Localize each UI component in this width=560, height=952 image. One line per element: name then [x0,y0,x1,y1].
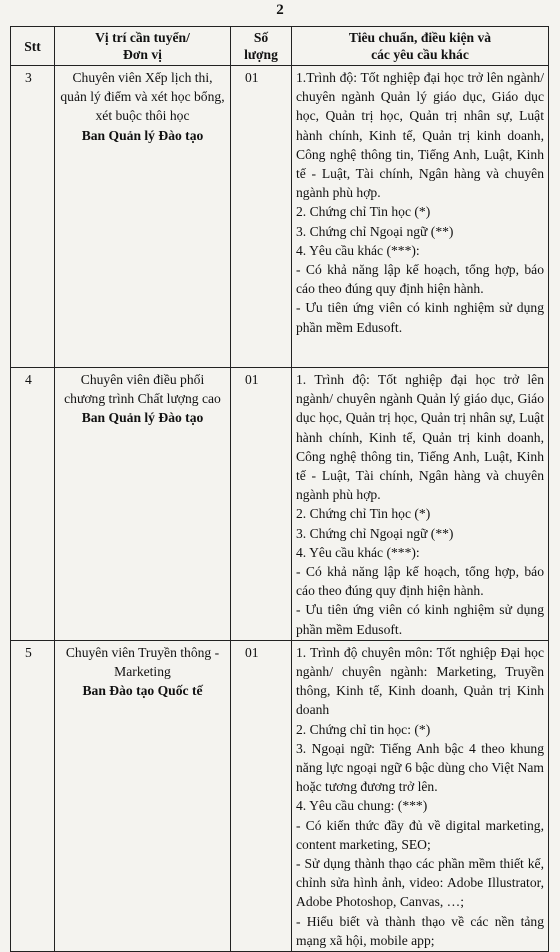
requirement-line: 2. Chứng chỉ tin học: (*) [296,721,431,737]
row-position [55,368,231,641]
row-requirements [292,640,549,951]
row-quantity: 01 [231,66,292,368]
header-requirements: Tiêu chuẩn, điều kiện và các yêu cầu khác [292,27,549,66]
requirement-line: 1.Trình độ: Tốt nghiệp đại học trở lên ngành/ chuyên ngành Quản lý giáo dục, Giáo dục học, Quản trị học, Quản trị nhân sự, Luật hành chính, Kinh tế, Quản trị kinh doanh, Công nghệ thông tin, Tiếng Anh, Luật, Kinh tế - Luật, Tài chính, Ngân hàng và chuyên ngành phù hợp. [296,70,544,201]
position-title: Chuyên viên Xếp lịch thi, quản lý điểm và xét học bổng, xét buộc thôi học [60,70,225,124]
table-header-row [11,27,549,66]
header-stt: Stt [11,27,55,66]
row-position [55,640,231,951]
table-row [11,66,549,368]
requirement-line: - Có khả năng lập kế hoạch, tổng hợp, báo cáo theo đúng quy định hiện hành. [296,564,544,599]
row-requirements [292,368,549,641]
requirement-line: 4. Yêu cầu khác (***): [296,544,420,560]
row-position [55,66,231,368]
requirement-line: 3. Chứng chỉ Ngoại ngữ (**) [296,525,454,541]
recruitment-table [10,26,549,952]
position-title: Chuyên viên điều phối chương trình Chất lượng cao [64,372,221,407]
requirement-line: - Hiểu biết và thành thạo về các nền tảng mạng xã hội, mobile app; [296,913,544,948]
requirement-line: - Ưu tiên ứng viên có kinh nghiệm sử dụng phần mềm Edusoft. [296,300,544,335]
position-unit: Ban Quản lý Đào tạo [81,127,204,143]
requirement-line: - Có khả năng lập kế hoạch, tổng hợp, báo cáo theo đúng quy định hiện hành. [296,262,544,297]
requirement-line: 3. Ngoại ngữ: Tiếng Anh bậc 4 theo khung năng lực ngoại ngữ 6 bậc dùng cho Việt Nam hoặc tương đương trở lên. [296,740,544,795]
requirement-line: 4. Yêu cầu chung: (***) [296,798,428,814]
requirement-line: - Ưu tiên ứng viên có kinh nghiệm sử dụng phần mềm Edusoft. [296,602,544,637]
requirement-line: 2. Chứng chỉ Tin học (*) [296,506,431,522]
row-stt: 5 [11,640,55,951]
row-stt: 3 [11,66,55,368]
position-unit: Ban Quản lý Đào tạo [81,410,204,426]
requirement-line: 1. Trình độ chuyên môn: Tốt nghiệp Đại học ngành/ chuyên ngành: Marketing, Truyền thông, Kinh tế, Kinh doanh, Quản trị Kinh doanh [296,644,544,718]
requirement-line: 4. Yêu cầu khác (***): [296,242,420,258]
requirement-line: 2. Chứng chỉ Tin học (*) [296,204,431,220]
header-position: Vị trí cần tuyển/ Đơn vị [55,27,231,66]
requirement-line: - Sử dụng thành thạo các phần mềm thiết kế, chỉnh sửa hình ảnh, video: Adobe Illustrator, Adobe Photoshop, Canvas, …; [296,856,544,910]
table-row [11,640,549,951]
row-quantity: 01 [231,640,292,951]
row-requirements [292,66,549,368]
page-number: 2 [276,2,284,18]
row-stt: 4 [11,368,55,641]
requirement-line: 1. Trình độ: Tốt nghiệp đại học trở lên ngành/ chuyên ngành Quản lý giáo dục, Giáo dục học, Quản trị học, Quản trị nhân sự, Luật hành chính, Kinh tế, Quản trị kinh doanh, Công nghệ thông tin, Tiếng Anh, Luật, Kinh tế - Luật, Tài chính, Ngân hàng và chuyên ngành phù hợp. [296,372,544,503]
position-unit: Ban Đào tạo Quốc tế [82,683,203,699]
row-quantity: 01 [231,368,292,641]
header-quantity: Số lượng [231,27,292,66]
position-title: Chuyên viên Truyền thông - Marketing [65,644,220,680]
table-row [11,368,549,641]
requirement-line: 3. Chứng chỉ Ngoại ngữ (**) [296,223,454,239]
requirement-line: - Có kiến thức đầy đủ về digital marketing, content marketing, SEO; [296,817,544,852]
